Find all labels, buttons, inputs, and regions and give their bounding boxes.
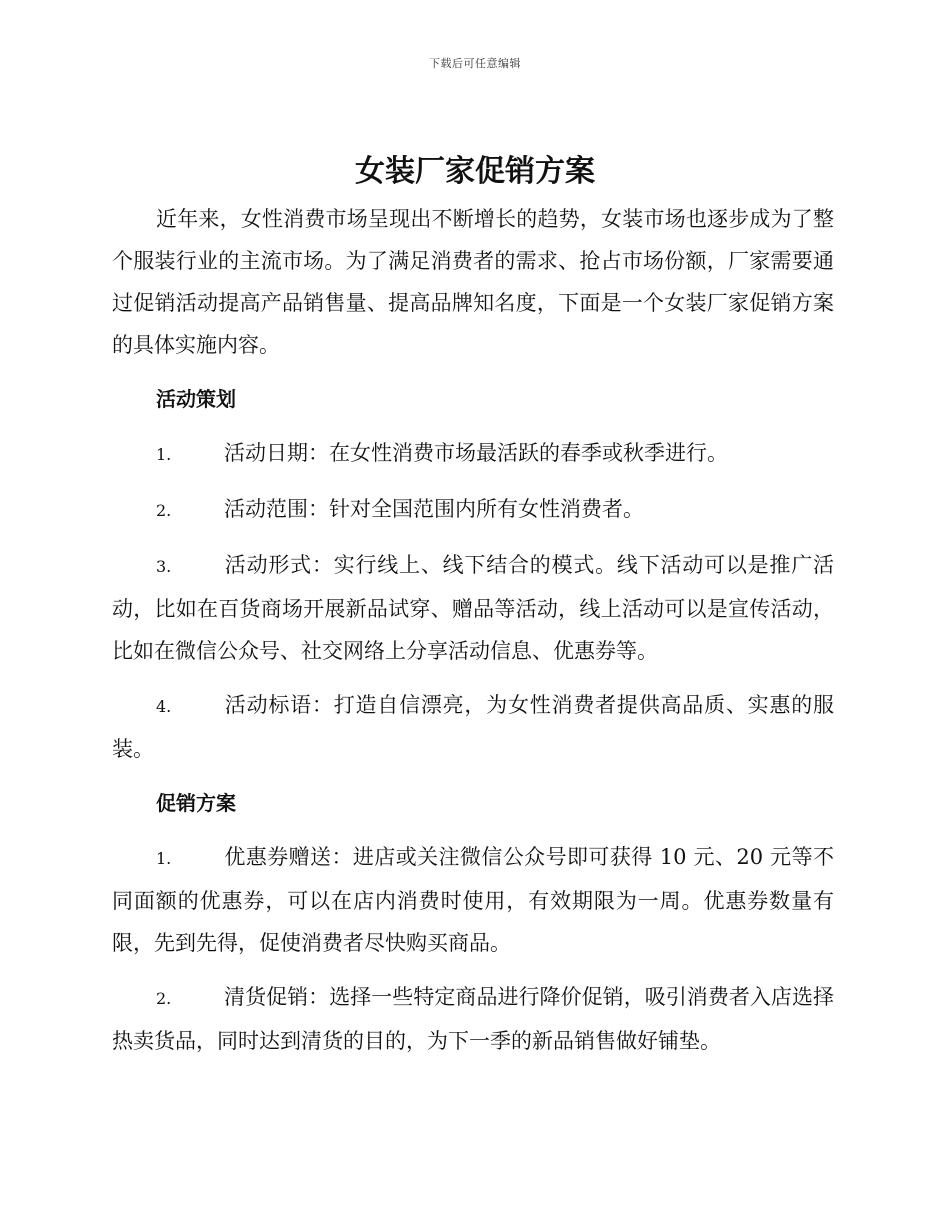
list-item-text: 活动形式：实行线上、线下结合的模式。线下活动可以是推广活动，比如在百货商场开展新品试穿、赠品等活动，线上活动可以是宣传活动，比如在微信公众号、社交网络上分享活动信息、优惠券等。 <box>112 553 834 663</box>
list-item <box>112 432 834 476</box>
list-number: 3. <box>156 557 172 576</box>
intro-paragraph: 近年来，女性消费市场呈现出不断增长的趋势，女装市场也逐步成为了整个服装行业的主流市场。为了满足消费者的需求、抢占市场份额，厂家需要通过促销活动提高产品销售量、提高品牌知名度，下面是一个女装厂家促销方案的具体实施内容。 <box>112 207 834 357</box>
list-item <box>112 544 834 672</box>
list-number: 2. <box>156 989 172 1008</box>
section-heading-activity-plan: 活动策划 <box>156 387 236 411</box>
section-heading-promotion-plan: 促销方案 <box>156 791 236 815</box>
list-item <box>112 684 834 770</box>
list-item <box>112 836 834 964</box>
list-item-text: 清货促销：选择一些特定商品进行降价促销，吸引消费者入店选择热卖货品，同时达到清货的目的，为下一季的新品销售做好铺垫。 <box>112 985 834 1053</box>
list-item-text: 活动日期：在女性消费市场最活跃的春季或秋季进行。 <box>224 441 728 465</box>
list-item-text: 优惠券赠送：进店或关注微信公众号即可获得 10 元、20 元等不同面额的优惠券，可以在店内消费时使用，有效期限为一周。优惠券数量有限，先到先得，促使消费者尽快购买商品。 <box>112 845 834 955</box>
list-number: 1. <box>156 849 172 868</box>
list-number: 2. <box>156 501 172 520</box>
list-item-text: 活动标语：打造自信漂亮，为女性消费者提供高品质、实惠的服装。 <box>112 693 834 761</box>
list-number: 1. <box>156 445 172 464</box>
page-header: 下载后可任意编辑 <box>429 57 521 70</box>
list-item <box>112 976 834 1062</box>
document-title: 女装厂家促销方案 <box>355 154 595 189</box>
document-body <box>112 198 834 1062</box>
list-number: 4. <box>156 697 172 716</box>
list-item-text: 活动范围：针对全国范围内所有女性消费者。 <box>224 497 644 521</box>
list-item <box>112 488 834 532</box>
